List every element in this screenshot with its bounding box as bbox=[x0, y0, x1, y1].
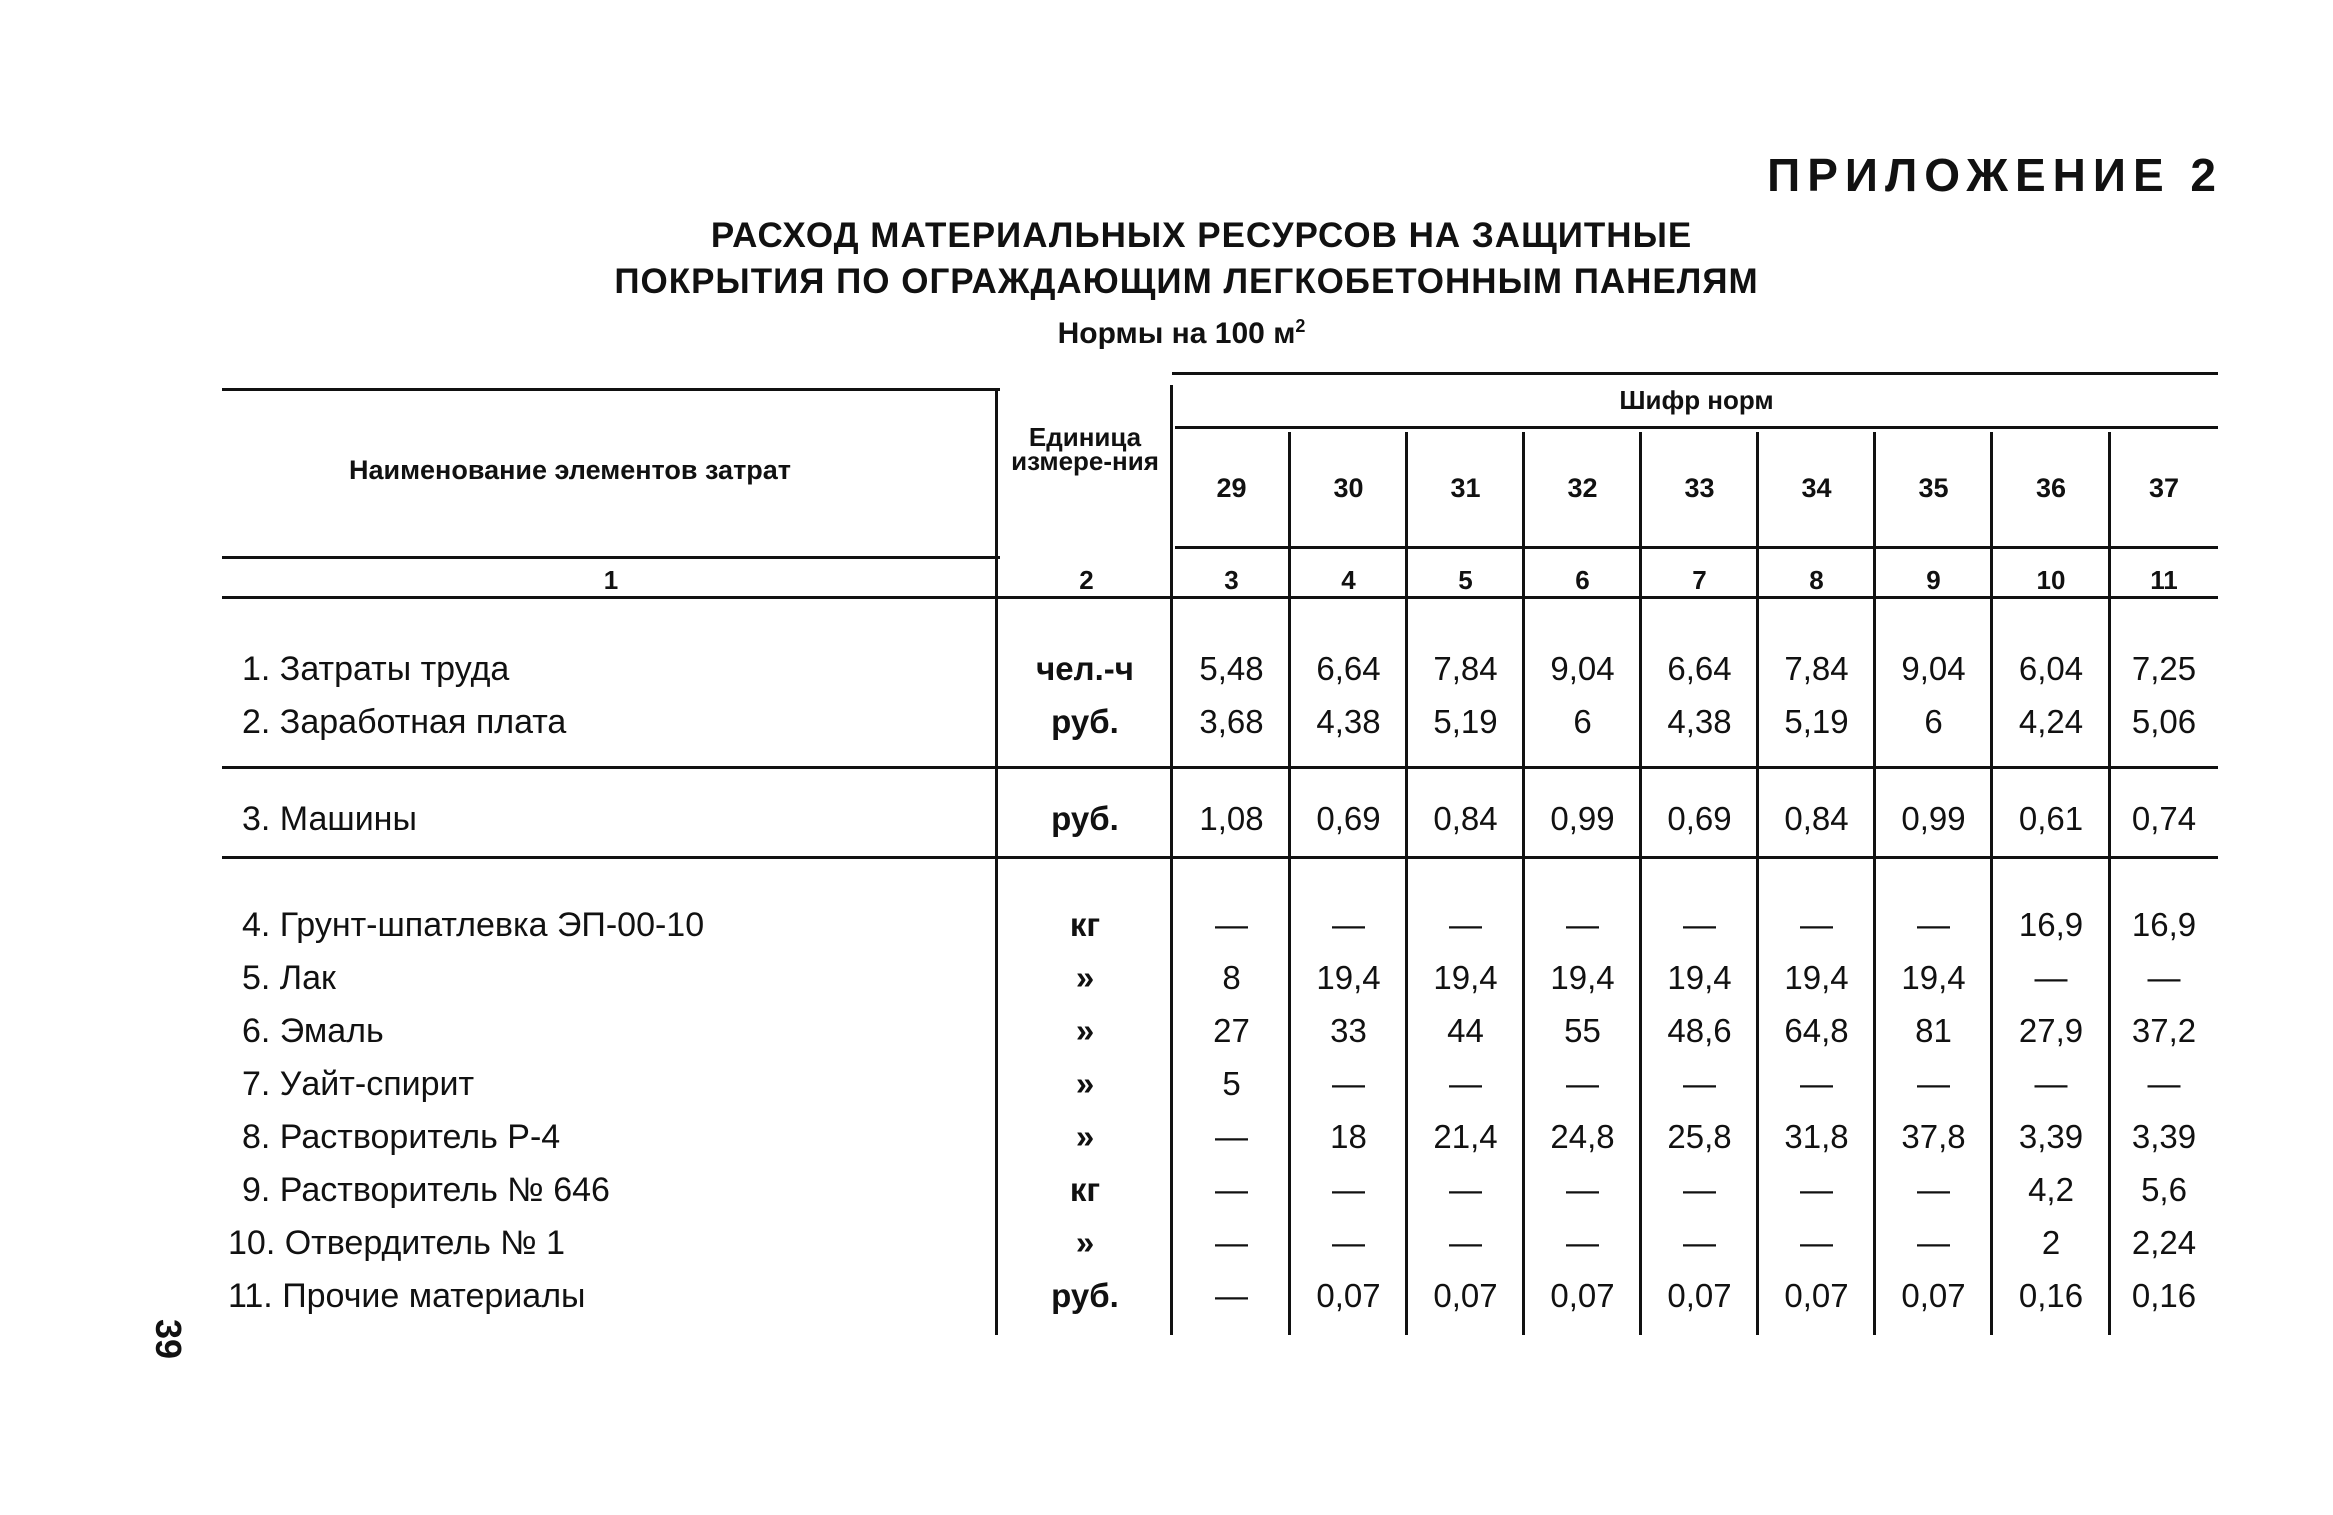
row-value: 16,9 bbox=[2131, 906, 2197, 943]
row-unit: » bbox=[1075, 959, 1095, 996]
column-number: 9 bbox=[1926, 565, 1941, 595]
row-unit: » bbox=[1075, 1224, 1095, 1261]
codes-header: Шифр норм bbox=[1619, 385, 1774, 415]
row-value: 4,24 bbox=[2018, 703, 2084, 740]
row-name: 3. Машины bbox=[242, 800, 417, 838]
row-value: 7,25 bbox=[2131, 650, 2197, 687]
row-value: 6,64 bbox=[1316, 650, 1381, 687]
row-name: 4. Грунт-шпатлевка ЭП-00-10 bbox=[242, 906, 705, 944]
code-header: 31 bbox=[1450, 473, 1481, 503]
row-value: 2 bbox=[2041, 1224, 2061, 1261]
row-value: 0,74 bbox=[2131, 800, 2197, 837]
row-name: 7. Уайт-спирит bbox=[242, 1065, 475, 1103]
column-number: 5 bbox=[1458, 565, 1473, 595]
row-value: 3,39 bbox=[2131, 1118, 2197, 1155]
row-value: 81 bbox=[1915, 1012, 1952, 1049]
row-value: 64,8 bbox=[1784, 1012, 1849, 1049]
row-value: 19,4 bbox=[1901, 959, 1966, 996]
column-number: 2 bbox=[1079, 565, 1094, 595]
row-value: 2,24 bbox=[2131, 1224, 2197, 1261]
row-value: 0,99 bbox=[1550, 800, 1615, 837]
row-name: 5. Лак bbox=[242, 959, 336, 997]
code-header: 33 bbox=[1684, 473, 1715, 503]
row-value: — bbox=[1332, 906, 1365, 943]
page-number: 39 bbox=[148, 1318, 190, 1360]
row-value: 0,07 bbox=[1901, 1277, 1966, 1314]
row-name: 2. Заработная плата bbox=[242, 703, 567, 741]
row-value: 0,07 bbox=[1433, 1277, 1498, 1314]
row-value: 0,16 bbox=[2018, 1277, 2084, 1314]
row-value: 6,64 bbox=[1667, 650, 1732, 687]
column-number: 7 bbox=[1692, 565, 1707, 595]
row-value: 4,38 bbox=[1316, 703, 1381, 740]
row-value: 0,07 bbox=[1667, 1277, 1732, 1314]
row-value: 18 bbox=[1330, 1118, 1367, 1155]
row-value: 6 bbox=[1573, 703, 1592, 740]
document-title-line1: РАСХОД МАТЕРИАЛЬНЫХ РЕСУРСОВ НА ЗАЩИТНЫЕ bbox=[710, 216, 1693, 255]
column-number: 1 bbox=[603, 565, 619, 595]
row-value: — bbox=[1566, 1171, 1599, 1208]
row-value: 3,39 bbox=[2018, 1118, 2084, 1155]
row-value: — bbox=[1215, 1224, 1248, 1261]
row-value: 3,68 bbox=[1199, 703, 1264, 740]
row-value: — bbox=[1449, 1224, 1482, 1261]
appendix-label: ПРИЛОЖЕНИЕ 2 bbox=[1767, 149, 2223, 201]
row-value: 4,38 bbox=[1667, 703, 1732, 740]
row-value: 0,16 bbox=[2131, 1277, 2197, 1314]
column-number: 4 bbox=[1341, 565, 1356, 595]
column-number: 11 bbox=[2150, 565, 2178, 595]
column-number: 3 bbox=[1224, 565, 1239, 595]
row-value: — bbox=[1683, 1224, 1716, 1261]
norms-superscript: 2 bbox=[1295, 316, 1306, 336]
row-value: 5,48 bbox=[1199, 650, 1264, 687]
row-value: 48,6 bbox=[1667, 1012, 1732, 1049]
row-value: — bbox=[1800, 1171, 1833, 1208]
row-value: 0,07 bbox=[1784, 1277, 1849, 1314]
row-unit: руб. bbox=[1051, 1277, 1119, 1314]
row-value: 9,04 bbox=[1901, 650, 1966, 687]
row-value: 5,06 bbox=[2131, 703, 2197, 740]
row-value: 0,99 bbox=[1901, 800, 1966, 837]
code-header: 32 bbox=[1567, 473, 1598, 503]
row-value: 24,8 bbox=[1550, 1118, 1615, 1155]
rule-line bbox=[222, 596, 2218, 599]
row-unit: » bbox=[1075, 1012, 1095, 1049]
code-header: 37 bbox=[2148, 473, 2180, 503]
row-value: — bbox=[1332, 1224, 1365, 1261]
row-value: 5,19 bbox=[1784, 703, 1849, 740]
row-unit: руб. bbox=[1051, 800, 1119, 837]
row-value: 19,4 bbox=[1667, 959, 1732, 996]
row-value: — bbox=[1449, 1065, 1482, 1102]
row-value: 19,4 bbox=[1316, 959, 1381, 996]
row-value: 44 bbox=[1447, 1012, 1484, 1049]
row-unit: » bbox=[1075, 1118, 1095, 1155]
row-value: — bbox=[1215, 906, 1248, 943]
row-value: — bbox=[1683, 1065, 1716, 1102]
row-value: 9,04 bbox=[1550, 650, 1615, 687]
row-value: 0,84 bbox=[1433, 800, 1498, 837]
row-unit: кг bbox=[1069, 1171, 1101, 1208]
row-value: 55 bbox=[1564, 1012, 1601, 1049]
code-header: 34 bbox=[1801, 473, 1832, 503]
row-name: 11. Прочие материалы bbox=[228, 1277, 586, 1315]
column-number: 10 bbox=[2036, 565, 2066, 595]
unit-column-header: Единица измере-ния bbox=[1011, 422, 1159, 476]
code-header: 30 bbox=[1333, 473, 1364, 503]
row-value: 6 bbox=[1924, 703, 1943, 740]
row-unit: руб. bbox=[1051, 703, 1119, 740]
row-value: 5,19 bbox=[1433, 703, 1498, 740]
row-value: 7,84 bbox=[1784, 650, 1849, 687]
row-value: — bbox=[1566, 1065, 1599, 1102]
row-value: 5 bbox=[1222, 1065, 1241, 1102]
row-value: 25,8 bbox=[1667, 1118, 1732, 1155]
row-value: 0,69 bbox=[1667, 800, 1732, 837]
row-unit: чел.-ч bbox=[1036, 650, 1134, 687]
row-unit: кг bbox=[1069, 906, 1101, 943]
column-number: 6 bbox=[1575, 565, 1590, 595]
row-value: — bbox=[1917, 906, 1950, 943]
row-value: 19,4 bbox=[1784, 959, 1849, 996]
row-value: 37,8 bbox=[1901, 1118, 1966, 1155]
column-divider bbox=[995, 388, 998, 1335]
row-value: — bbox=[1566, 1224, 1599, 1261]
row-value: 5,6 bbox=[2141, 1171, 2187, 1208]
row-value: 0,84 bbox=[1784, 800, 1849, 837]
rule-line bbox=[1172, 372, 2218, 375]
row-value: — bbox=[1917, 1224, 1950, 1261]
row-value: 0,07 bbox=[1550, 1277, 1615, 1314]
row-value: — bbox=[1215, 1118, 1248, 1155]
norms-subtitle bbox=[0, 316, 2333, 351]
row-value: 33 bbox=[1330, 1012, 1367, 1049]
row-value: 16,9 bbox=[2018, 906, 2084, 943]
row-name: 6. Эмаль bbox=[242, 1012, 384, 1050]
row-value: — bbox=[2147, 959, 2181, 996]
row-unit: » bbox=[1075, 1065, 1095, 1102]
row-value: 7,84 bbox=[1433, 650, 1498, 687]
row-value: 8 bbox=[1222, 959, 1241, 996]
document-title-line2: ПОКРЫТИЯ ПО ОГРАЖДАЮЩИМ ЛЕГКОБЕТОННЫМ ПАНЕЛЯМ bbox=[614, 262, 1759, 301]
row-value: — bbox=[1449, 1171, 1482, 1208]
code-header: 36 bbox=[2035, 473, 2067, 503]
row-value: — bbox=[1332, 1065, 1365, 1102]
row-value: — bbox=[1215, 1277, 1248, 1314]
row-value: 6,04 bbox=[2018, 650, 2084, 687]
row-value: — bbox=[1683, 906, 1716, 943]
row-value: — bbox=[1683, 1171, 1716, 1208]
row-value: — bbox=[1800, 906, 1833, 943]
row-value: — bbox=[2147, 1065, 2181, 1102]
row-value: 27,9 bbox=[2018, 1012, 2084, 1049]
row-value: — bbox=[1332, 1171, 1365, 1208]
row-value: 0,69 bbox=[1316, 800, 1381, 837]
row-value: 37,2 bbox=[2131, 1012, 2197, 1049]
row-name: 10. Отвердитель № 1 bbox=[228, 1224, 566, 1262]
rule-line bbox=[222, 766, 2218, 769]
row-value: — bbox=[1449, 906, 1482, 943]
row-value: — bbox=[1800, 1224, 1833, 1261]
column-number: 8 bbox=[1809, 565, 1824, 595]
norms-label: Нормы на 100 м bbox=[1057, 317, 1296, 350]
row-value: — bbox=[1917, 1065, 1950, 1102]
row-value: 19,4 bbox=[1433, 959, 1498, 996]
row-name: 1. Затраты труда bbox=[242, 650, 510, 688]
row-value: 31,8 bbox=[1784, 1118, 1849, 1155]
row-value: — bbox=[2034, 959, 2068, 996]
row-value: — bbox=[1800, 1065, 1833, 1102]
row-name: 8. Растворитель Р-4 bbox=[242, 1118, 561, 1156]
row-value: 27 bbox=[1213, 1012, 1250, 1049]
row-value: 19,4 bbox=[1550, 959, 1615, 996]
rule-line bbox=[222, 556, 1000, 559]
code-header: 29 bbox=[1216, 473, 1247, 503]
code-header: 35 bbox=[1918, 473, 1949, 503]
row-value: 4,2 bbox=[2028, 1171, 2074, 1208]
rule-line bbox=[222, 856, 2218, 859]
row-value: 0,61 bbox=[2018, 800, 2084, 837]
row-value: 0,07 bbox=[1316, 1277, 1381, 1314]
rule-line bbox=[1175, 546, 2218, 549]
row-value: 1,08 bbox=[1199, 800, 1264, 837]
row-value: — bbox=[1917, 1171, 1950, 1208]
rule-line bbox=[222, 388, 1000, 391]
row-value: 21,4 bbox=[1433, 1118, 1498, 1155]
row-value: — bbox=[1566, 906, 1599, 943]
row-value: — bbox=[2034, 1065, 2068, 1102]
row-value: — bbox=[1215, 1171, 1248, 1208]
rule-line bbox=[1175, 426, 2218, 429]
name-column-header: Наименование элементов затрат bbox=[348, 455, 792, 485]
row-name: 9. Растворитель № 646 bbox=[242, 1171, 610, 1209]
